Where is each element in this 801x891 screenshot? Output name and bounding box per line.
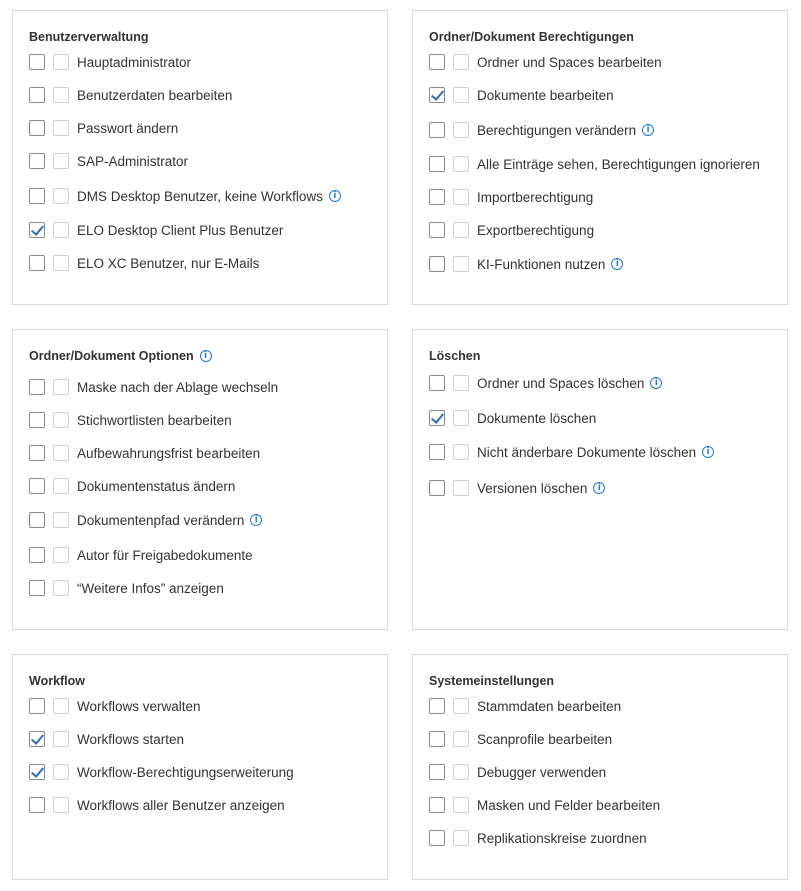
permission-row-scanprofile-bearbeiten [429, 730, 612, 748]
permission-row-elo-desktop-client-plus-benutzer [29, 221, 283, 239]
secondary-checkbox[interactable] [453, 480, 469, 496]
permission-label: Maske nach der Ablage wechseln [77, 379, 279, 395]
permission-label: Replikationskreise zuordnen [477, 830, 647, 846]
checkbox[interactable] [429, 764, 445, 780]
permission-row-passwort-aendern [29, 119, 178, 137]
permission-label: Workflows aller Benutzer anzeigen [77, 797, 285, 813]
permission-label: Dokumente bearbeiten [477, 87, 614, 103]
permission-row-workflows-aller-benutzer-anzeigen [29, 796, 285, 814]
panel-title-text: Systemeinstellungen [429, 674, 555, 688]
checkbox[interactable] [429, 375, 445, 391]
permission-row-workflow-berechtigungserweiterung [29, 763, 294, 781]
checkbox[interactable] [29, 445, 45, 461]
secondary-checkbox[interactable] [453, 698, 469, 714]
panel-workflow [12, 654, 388, 880]
panel-title [29, 674, 85, 688]
permission-row-dokumentenstatus-aendern [29, 477, 235, 495]
checkbox[interactable] [429, 797, 445, 813]
permission-row-workflows-verwalten [29, 697, 201, 715]
permission-row-importberechtigung [429, 188, 593, 206]
panel-systemeinstellungen [412, 654, 788, 880]
permission-label: Dokumente löschen [477, 410, 597, 426]
checkbox[interactable] [429, 480, 445, 496]
secondary-checkbox[interactable] [53, 512, 69, 528]
secondary-checkbox[interactable] [53, 547, 69, 563]
permission-label: Ordner und Spaces bearbeiten [477, 54, 662, 70]
info-icon[interactable]: i [200, 350, 212, 362]
secondary-checkbox[interactable] [53, 445, 69, 461]
secondary-checkbox[interactable] [53, 153, 69, 169]
permission-label: Scanprofile bearbeiten [477, 731, 613, 747]
permission-row-elo-xc-benutzer-nur-e-mails [29, 254, 259, 272]
panel-benutzerverwaltung [12, 10, 388, 305]
panel-title-text: Löschen [429, 349, 481, 363]
permission-row-dokumente-loeschen [429, 409, 596, 427]
info-icon[interactable]: i [329, 190, 341, 202]
secondary-checkbox[interactable] [453, 256, 469, 272]
panel-title [429, 30, 634, 44]
checkbox[interactable] [29, 120, 45, 136]
secondary-checkbox[interactable] [53, 478, 69, 494]
secondary-checkbox[interactable] [53, 379, 69, 395]
permission-label: Autor für Freigabedokumente [77, 547, 253, 563]
panel-title [429, 349, 480, 363]
permission-label: Passwort ändern [77, 120, 179, 136]
secondary-checkbox[interactable] [453, 764, 469, 780]
secondary-checkbox[interactable] [453, 830, 469, 846]
permission-label: Stammdaten bearbeiten [477, 698, 622, 714]
secondary-checkbox[interactable] [53, 188, 69, 204]
panel-title-text: Ordner/Dokument Berechtigungen [429, 30, 634, 44]
secondary-checkbox[interactable] [453, 222, 469, 238]
permission-label: Berechtigungen verändern [477, 122, 637, 138]
checkbox-checked[interactable] [429, 87, 445, 103]
permission-label: ELO Desktop Client Plus Benutzer [77, 222, 284, 238]
permission-label: Aufbewahrungsfrist bearbeiten [77, 445, 261, 461]
panel-title-text: Ordner/Dokument Optionen [29, 349, 194, 363]
panel-title [29, 30, 148, 44]
permission-row-alle-eintraege-sehen-berechtigungen-ignorieren [429, 155, 760, 173]
permission-row-benutzerdaten-bearbeiten [29, 86, 232, 104]
panel-title [29, 349, 212, 363]
permission-label: “Weitere Infos” anzeigen [77, 580, 224, 596]
permission-label: Exportberechtigung [477, 222, 595, 238]
permission-row-maske-nach-der-ablage-wechseln [29, 378, 278, 396]
secondary-checkbox[interactable] [453, 189, 469, 205]
secondary-checkbox[interactable] [53, 764, 69, 780]
checkbox[interactable] [429, 222, 445, 238]
checkbox[interactable] [429, 54, 445, 70]
permission-label: Masken und Felder bearbeiten [477, 797, 661, 813]
checkbox[interactable] [29, 188, 45, 204]
panel-title-text: Benutzerverwaltung [29, 30, 149, 44]
permission-row-ki-funktionen-nutzen [429, 255, 623, 273]
permission-row-nicht-aenderbare-dokumente-loeschen [429, 443, 714, 461]
info-icon[interactable]: i [593, 482, 605, 494]
checkbox[interactable] [429, 122, 445, 138]
checkbox[interactable] [29, 255, 45, 271]
permission-row-aufbewahrungsfrist-bearbeiten [29, 444, 260, 462]
panel-ordner-dokument-berechtigungen [412, 10, 788, 305]
secondary-checkbox[interactable] [453, 375, 469, 391]
permission-label: Nicht änderbare Dokumente löschen [477, 444, 697, 460]
permission-label: Hauptadministrator [77, 54, 192, 70]
checkbox-checked[interactable] [29, 222, 45, 238]
permission-label: Dokumentenpfad verändern [77, 512, 245, 528]
permission-row-stammdaten-bearbeiten [429, 697, 621, 715]
checkbox[interactable] [29, 512, 45, 528]
permission-row-replikationskreise-zuordnen [429, 829, 647, 847]
secondary-checkbox[interactable] [453, 797, 469, 813]
secondary-checkbox[interactable] [53, 87, 69, 103]
permission-row-autor-fuer-freigabedokumente [29, 546, 253, 564]
permission-row-debugger-verwenden [429, 763, 606, 781]
permission-label: Alle Einträge sehen, Berechtigungen ignorieren [477, 156, 760, 172]
checkbox[interactable] [429, 698, 445, 714]
permission-row-hauptadministrator [29, 53, 191, 71]
secondary-checkbox[interactable] [53, 797, 69, 813]
permission-label: Benutzerdaten bearbeiten [77, 87, 233, 103]
permission-label: Dokumentenstatus ändern [77, 478, 236, 494]
permission-row-ordner-und-spaces-loeschen [429, 374, 662, 392]
permission-row-versionen-loeschen [429, 479, 605, 497]
info-icon[interactable]: i [702, 446, 714, 458]
info-icon[interactable]: i [650, 377, 662, 389]
secondary-checkbox[interactable] [453, 410, 469, 426]
panel-loeschen [412, 329, 788, 630]
checkbox[interactable] [429, 189, 445, 205]
checkbox[interactable] [29, 547, 45, 563]
permission-label: Versionen löschen [477, 480, 588, 496]
permission-row-workflows-starten [29, 730, 184, 748]
info-icon[interactable]: i [642, 124, 654, 136]
checkbox[interactable] [29, 580, 45, 596]
permission-row-weitere-infos-anzeigen [29, 579, 224, 597]
secondary-checkbox[interactable] [453, 156, 469, 172]
permission-label: Workflow-Berechtigungserweiterung [77, 764, 294, 780]
secondary-checkbox[interactable] [453, 122, 469, 138]
checkbox[interactable] [429, 256, 445, 272]
secondary-checkbox[interactable] [53, 54, 69, 70]
permission-label: ELO XC Benutzer, nur E-Mails [77, 255, 260, 271]
info-icon[interactable]: i [250, 514, 262, 526]
panel-title [429, 674, 554, 688]
permission-label: Stichwortlisten bearbeiten [77, 412, 232, 428]
secondary-checkbox[interactable] [53, 731, 69, 747]
permission-row-ordner-und-spaces-bearbeiten [429, 53, 662, 71]
permission-label: Debugger verwenden [477, 764, 607, 780]
checkbox[interactable] [429, 156, 445, 172]
secondary-checkbox[interactable] [53, 222, 69, 238]
info-icon[interactable]: i [611, 258, 623, 270]
permission-label: DMS Desktop Benutzer, keine Workflows [77, 188, 323, 204]
permission-label: SAP-Administrator [77, 153, 189, 169]
permission-label: Workflows verwalten [77, 698, 201, 714]
permission-label: Ordner und Spaces löschen [477, 375, 645, 391]
checkbox[interactable] [29, 797, 45, 813]
permission-label: Importberechtigung [477, 189, 594, 205]
secondary-checkbox[interactable] [53, 120, 69, 136]
permission-label: Workflows starten [77, 731, 185, 747]
permission-row-dms-desktop-benutzer-keine-workflows [29, 187, 341, 205]
checkbox[interactable] [429, 731, 445, 747]
secondary-checkbox[interactable] [453, 87, 469, 103]
permission-row-sap-administrator [29, 152, 188, 170]
checkbox-checked[interactable] [29, 764, 45, 780]
permission-row-dokumentenpfad-veraendern [29, 511, 262, 529]
permission-row-masken-und-felder-bearbeiten [429, 796, 660, 814]
checkbox[interactable] [29, 412, 45, 428]
checkbox-checked[interactable] [29, 731, 45, 747]
panel-title-text: Workflow [29, 674, 86, 688]
panel-ordner-dokument-optionen [12, 329, 388, 630]
permission-row-berechtigungen-veraendern [429, 121, 654, 139]
secondary-checkbox[interactable] [53, 412, 69, 428]
secondary-checkbox[interactable] [53, 255, 69, 271]
permission-label: KI-Funktionen nutzen [477, 256, 606, 272]
secondary-checkbox[interactable] [453, 444, 469, 460]
secondary-checkbox[interactable] [53, 698, 69, 714]
checkbox-checked[interactable] [429, 410, 445, 426]
checkbox[interactable] [29, 54, 45, 70]
checkbox[interactable] [429, 830, 445, 846]
checkbox[interactable] [29, 379, 45, 395]
permission-row-stichwortlisten-bearbeiten [29, 411, 232, 429]
checkbox[interactable] [29, 87, 45, 103]
checkbox[interactable] [29, 153, 45, 169]
secondary-checkbox[interactable] [453, 54, 469, 70]
permission-row-exportberechtigung [429, 221, 594, 239]
checkbox[interactable] [429, 444, 445, 460]
secondary-checkbox[interactable] [453, 731, 469, 747]
checkbox[interactable] [29, 698, 45, 714]
checkbox[interactable] [29, 478, 45, 494]
permission-row-dokumente-bearbeiten [429, 86, 614, 104]
secondary-checkbox[interactable] [53, 580, 69, 596]
